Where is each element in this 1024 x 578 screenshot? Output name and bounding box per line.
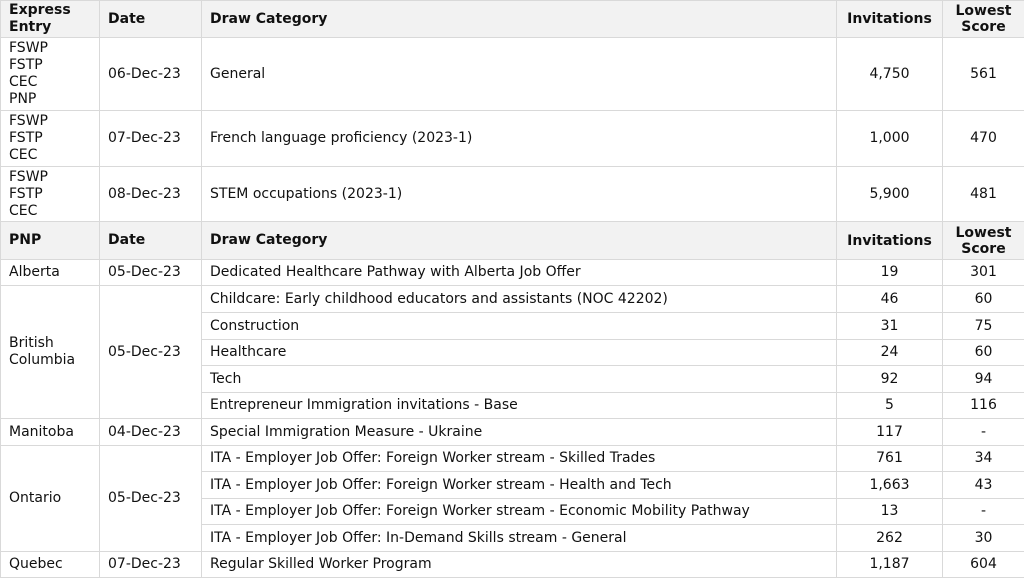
- province-cell: Ontario: [1, 446, 100, 552]
- invitations-cell: 5,900: [837, 167, 943, 222]
- invitations-cell: 262: [837, 525, 943, 552]
- score-cell: -: [943, 419, 1024, 446]
- invitations-cell: 117: [837, 419, 943, 446]
- category-cell: STEM occupations (2023-1): [202, 167, 837, 222]
- header-draw-category: Draw Category: [202, 222, 837, 260]
- date-cell: 07-Dec-23: [100, 111, 202, 167]
- category-cell: ITA - Employer Job Offer: Foreign Worker stream - Health and Tech: [202, 472, 837, 499]
- invitations-cell: 1,000: [837, 111, 943, 167]
- header-draw-category: Draw Category: [202, 1, 837, 38]
- category-cell: ITA - Employer Job Offer: Foreign Worker stream - Skilled Trades: [202, 446, 837, 472]
- province-cell: Quebec: [1, 552, 100, 578]
- category-cell: Tech: [202, 366, 837, 393]
- score-cell: 43: [943, 472, 1024, 499]
- score-cell: -: [943, 499, 1024, 525]
- score-cell: 301: [943, 260, 1024, 286]
- table-row: [1, 38, 1024, 111]
- score-cell: 470: [943, 111, 1024, 167]
- date-cell: 07-Dec-23: [100, 552, 202, 578]
- category-cell: General: [202, 38, 837, 111]
- date-cell: 04-Dec-23: [100, 419, 202, 446]
- score-cell: 34: [943, 446, 1024, 472]
- table-row: [1, 286, 1024, 313]
- score-cell: 60: [943, 286, 1024, 313]
- header-pnp: PNP: [1, 222, 100, 260]
- province-cell: British Columbia: [1, 286, 100, 419]
- invitations-cell: 4,750: [837, 38, 943, 111]
- invitations-cell: 24: [837, 340, 943, 366]
- category-cell: Special Immigration Measure - Ukraine: [202, 419, 837, 446]
- header-date: Date: [100, 1, 202, 38]
- invitations-cell: 5: [837, 393, 943, 419]
- invitations-cell: 31: [837, 313, 943, 340]
- invitations-cell: 1,663: [837, 472, 943, 499]
- header-lowest-score: Lowest Score: [943, 1, 1024, 38]
- table-row: [1, 260, 1024, 286]
- invitations-cell: 13: [837, 499, 943, 525]
- province-cell: Alberta: [1, 260, 100, 286]
- category-cell: ITA - Employer Job Offer: Foreign Worker stream - Economic Mobility Pathway: [202, 499, 837, 525]
- date-cell: 05-Dec-23: [100, 260, 202, 286]
- programs-cell: FSWP FSTP CEC PNP: [1, 38, 100, 111]
- header-express-entry: Express Entry: [1, 1, 100, 38]
- invitations-cell: 19: [837, 260, 943, 286]
- programs-cell: FSWP FSTP CEC: [1, 111, 100, 167]
- date-cell: 06-Dec-23: [100, 38, 202, 111]
- pnp-header-row: [1, 222, 1024, 260]
- score-cell: 94: [943, 366, 1024, 393]
- invitations-cell: 1,187: [837, 552, 943, 578]
- category-cell: Childcare: Early childhood educators and assistants (NOC 42202): [202, 286, 837, 313]
- table-row: [1, 446, 1024, 472]
- invitations-cell: 92: [837, 366, 943, 393]
- invitations-cell: 46: [837, 286, 943, 313]
- table-row: [1, 552, 1024, 578]
- programs-cell: FSWP FSTP CEC: [1, 167, 100, 222]
- score-cell: 604: [943, 552, 1024, 578]
- header-invitations: Invitations: [837, 222, 943, 260]
- header-lowest-score: Lowest Score: [943, 222, 1024, 260]
- score-cell: 60: [943, 340, 1024, 366]
- score-cell: 481: [943, 167, 1024, 222]
- invitations-cell: 761: [837, 446, 943, 472]
- score-cell: 75: [943, 313, 1024, 340]
- express-entry-header-row: [1, 1, 1024, 38]
- category-cell: ITA - Employer Job Offer: In-Demand Skills stream - General: [202, 525, 837, 552]
- score-cell: 30: [943, 525, 1024, 552]
- table-row: [1, 111, 1024, 167]
- table-row: [1, 419, 1024, 446]
- date-cell: 05-Dec-23: [100, 286, 202, 419]
- score-cell: 561: [943, 38, 1024, 111]
- date-cell: 08-Dec-23: [100, 167, 202, 222]
- table-row: [1, 167, 1024, 222]
- category-cell: Entrepreneur Immigration invitations - Base: [202, 393, 837, 419]
- header-invitations: Invitations: [837, 1, 943, 38]
- header-date: Date: [100, 222, 202, 260]
- category-cell: Healthcare: [202, 340, 837, 366]
- province-cell: Manitoba: [1, 419, 100, 446]
- category-cell: Regular Skilled Worker Program: [202, 552, 837, 578]
- category-cell: French language proficiency (2023-1): [202, 111, 837, 167]
- score-cell: 116: [943, 393, 1024, 419]
- category-cell: Dedicated Healthcare Pathway with Alberta Job Offer: [202, 260, 837, 286]
- category-cell: Construction: [202, 313, 837, 340]
- date-cell: 05-Dec-23: [100, 446, 202, 552]
